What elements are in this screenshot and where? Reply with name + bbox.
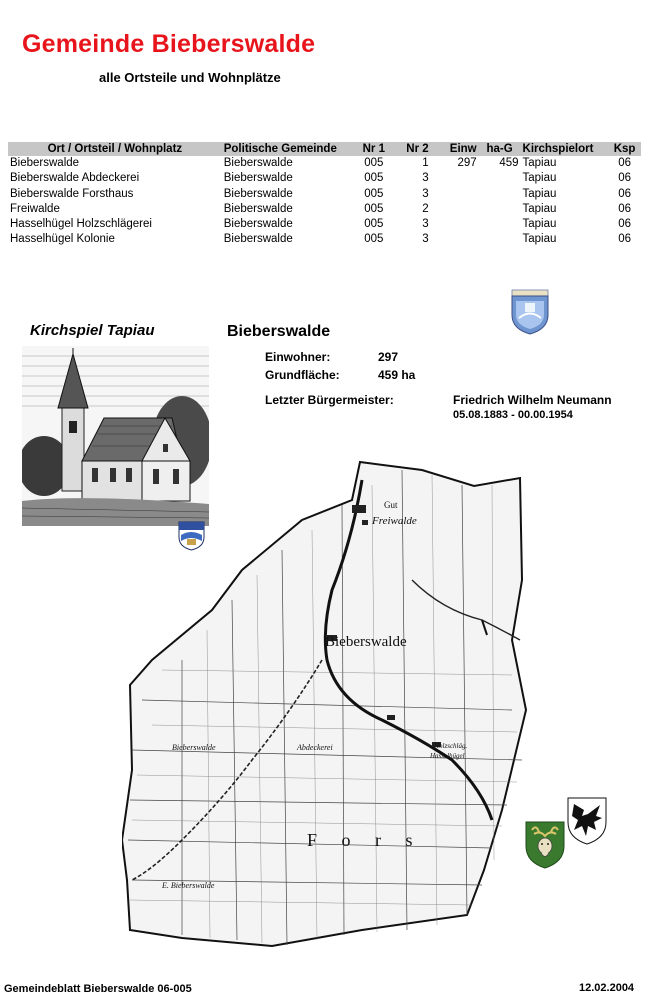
table-cell: Bieberswalde bbox=[223, 157, 293, 169]
table-cell: Bieberswalde bbox=[10, 157, 80, 169]
mayor-label: Letzter Bürgermeister: bbox=[265, 393, 394, 407]
page-subtitle: alle Ortsteile und Wohnplätze bbox=[99, 70, 281, 85]
places-table bbox=[8, 142, 641, 248]
footer-document-id: Gemeindeblatt Bieberswalde 06-005 bbox=[4, 983, 192, 995]
table-cell: Hasselhügel Kolonie bbox=[10, 233, 115, 246]
cadastral-map-image bbox=[122, 460, 528, 960]
map-label: Bieberswalde bbox=[325, 634, 407, 650]
column-header: Einw bbox=[437, 142, 479, 156]
table-cell: 005 bbox=[364, 187, 384, 200]
table-cell bbox=[479, 171, 521, 186]
coat-of-arms-icon bbox=[510, 289, 550, 335]
table-cell bbox=[479, 232, 521, 247]
table-cell: Bieberswalde bbox=[223, 233, 293, 246]
column-header: ha-G bbox=[479, 142, 521, 156]
table-cell: 459 bbox=[499, 157, 519, 169]
table-cell: 3 bbox=[422, 218, 429, 231]
kirchspiel-heading: Kirchspiel Tapiau bbox=[30, 322, 155, 339]
table-cell bbox=[437, 171, 479, 186]
column-header: Nr 1 bbox=[357, 142, 392, 156]
table-cell: Bieberswalde bbox=[223, 187, 293, 200]
population-label: Einwohner: bbox=[265, 350, 331, 364]
table-cell: Tapiau bbox=[522, 157, 557, 169]
area-value: 459 ha bbox=[378, 368, 416, 382]
column-header: Ksp bbox=[608, 142, 641, 156]
table-cell: 06 bbox=[618, 157, 631, 169]
table-cell bbox=[479, 202, 521, 217]
table-cell: Bieberswalde Abdeckerei bbox=[10, 172, 140, 185]
table-cell: Hasselhügel Holzschlägerei bbox=[10, 218, 152, 231]
table-cell: Tapiau bbox=[522, 218, 557, 231]
column-header: Ort / Ortsteil / Wohnplatz bbox=[8, 142, 222, 156]
table-cell: 005 bbox=[364, 202, 384, 215]
place-name-heading: Bieberswalde bbox=[227, 323, 331, 340]
table-cell: 2 bbox=[422, 202, 429, 215]
map-label: Abdeckerei bbox=[297, 743, 333, 752]
column-header: Nr 2 bbox=[391, 142, 437, 156]
table-cell: Bieberswalde bbox=[223, 172, 293, 185]
table-cell: 06 bbox=[618, 202, 631, 215]
table-cell: 297 bbox=[457, 157, 477, 169]
table-cell: Tapiau bbox=[522, 202, 557, 215]
table-row bbox=[8, 156, 641, 171]
table-cell bbox=[479, 187, 521, 202]
moose-crest-icon bbox=[524, 820, 566, 870]
table-cell: 005 bbox=[364, 218, 384, 231]
table-cell bbox=[437, 187, 479, 202]
table-cell bbox=[437, 202, 479, 217]
table-cell: Tapiau bbox=[522, 187, 557, 200]
table-cell bbox=[437, 217, 479, 232]
map-label: F o r s bbox=[307, 830, 423, 850]
table-cell: 06 bbox=[618, 172, 631, 185]
table-cell: Bieberswalde bbox=[223, 202, 293, 215]
table-cell: 1 bbox=[422, 157, 429, 169]
footer-date: 12.02.2004 bbox=[579, 982, 635, 994]
table-cell: 3 bbox=[422, 172, 429, 185]
map-label: Freiwalde bbox=[372, 515, 417, 527]
map-label: Bieberswalde bbox=[172, 743, 216, 752]
map-label: Holzschläg. bbox=[434, 742, 468, 750]
table-cell: 3 bbox=[422, 233, 429, 246]
table-cell: 06 bbox=[618, 187, 631, 200]
table-cell: Bieberswalde bbox=[223, 218, 293, 231]
table-row bbox=[8, 232, 641, 247]
eagle-crest-icon bbox=[566, 796, 608, 846]
mayor-dates: 05.08.1883 - 00.00.1954 bbox=[453, 409, 573, 421]
map-label: E. Bieberswalde bbox=[162, 881, 215, 890]
table-row bbox=[8, 171, 641, 186]
table-cell: 005 bbox=[364, 157, 384, 169]
map-label: Hasselhügel bbox=[430, 752, 465, 760]
page-title: Gemeinde Bieberswalde bbox=[22, 30, 316, 58]
table-cell: 06 bbox=[618, 218, 631, 231]
table-cell bbox=[479, 217, 521, 232]
table-cell: Tapiau bbox=[522, 233, 557, 246]
table-row bbox=[8, 217, 641, 232]
table-cell bbox=[437, 232, 479, 247]
table-row bbox=[8, 202, 641, 217]
table-cell: 005 bbox=[364, 172, 384, 185]
table-header-row bbox=[8, 142, 641, 156]
column-header: Kirchspielort bbox=[521, 142, 609, 156]
column-header: Politische Gemeinde bbox=[222, 142, 357, 156]
table-cell: 06 bbox=[618, 233, 631, 246]
table-cell: 005 bbox=[364, 233, 384, 246]
table-cell: Bieberswalde Forsthaus bbox=[10, 187, 134, 200]
table-cell: Tapiau bbox=[522, 172, 557, 185]
map-label: Gut bbox=[384, 500, 398, 510]
population-value: 297 bbox=[378, 350, 399, 364]
area-label: Grundfläche: bbox=[265, 368, 340, 382]
mayor-name: Friedrich Wilhelm Neumann bbox=[453, 393, 612, 407]
table-row bbox=[8, 187, 641, 202]
table-cell: Freiwalde bbox=[10, 202, 60, 215]
table-cell: 3 bbox=[422, 187, 429, 200]
